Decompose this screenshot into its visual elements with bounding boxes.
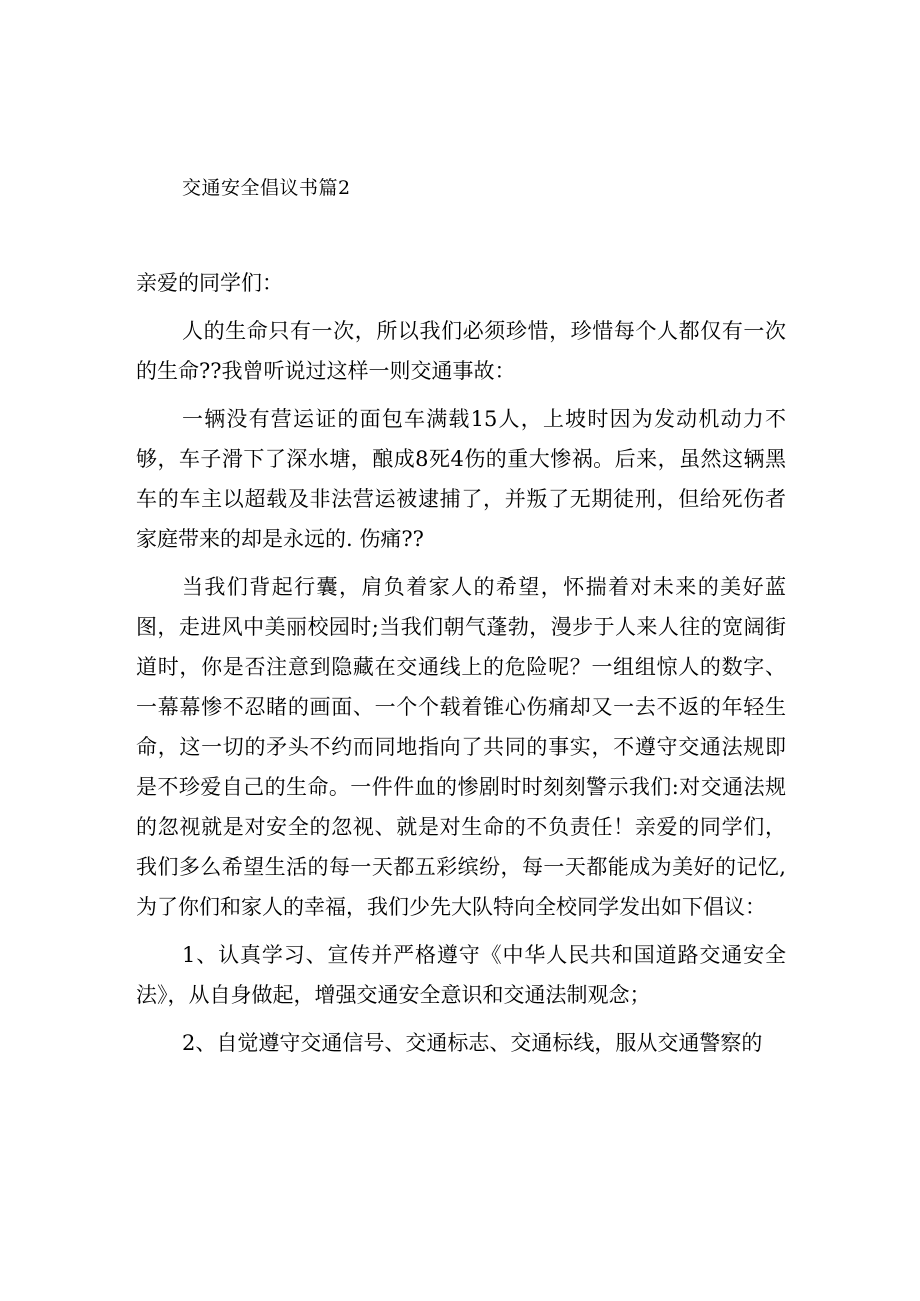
document-title: 交通安全倡议书篇2 — [182, 177, 351, 199]
salutation-paragraph: 亲爱的同学们： — [136, 271, 283, 295]
document-body — [136, 263, 786, 1071]
body-paragraph: 一辆没有营运证的面包车满载15人，上坡时因为发动机动力不够，车子滑下了深水塘，酿成8死4伤的重大惨祸。后来，虽然这辆黑车的车主以超载及非法营运被逮捕了，并叛了无期徒刑，但给死伤者家庭带来的却是永远的. 伤痛?? — [136, 407, 786, 551]
proposal-item: 1、认真学习、宣传并严格遵守《中华人民共和国道路交通安全法》，从自身做起，增强交通安全意识和交通法制观念； — [136, 943, 786, 1007]
body-paragraph: 当我们背起行囊，肩负着家人的希望，怀揣着对未来的美好蓝图，走进风中美丽校园时;当我们朝气蓬勃，漫步于人来人往的宽阔街道时，你是否注意到隐藏在交通线上的危险呢？一组组惊人的数字、一幕幕惨不忍睹的画面、一个个载着锥心伤痛却又一去不返的年轻生命，这一切的矛头不约而同地指向了共同的事实，不遵守交通法规即是不珍爱自己的生命。一件件血的惨剧时时刻刻警示我们:对交通法规的忽视就是对安全的忽视、就是对生命的不负责任！亲爱的同学们，我们多么希望生活的每一天都五彩缤纷，每一天都能成为美好的记忆,为了你们和家人的幸福，我们少先大队特向全校同学发出如下倡议： — [136, 575, 786, 919]
body-paragraph: 人的生命只有一次，所以我们必须珍惜，珍惜每个人都仅有一次的生命??我曾听说过这样一则交通事故： — [136, 319, 786, 383]
proposal-item: 2、自觉遵守交通信号、交通标志、交通标线，服从交通警察的 — [182, 1031, 763, 1055]
